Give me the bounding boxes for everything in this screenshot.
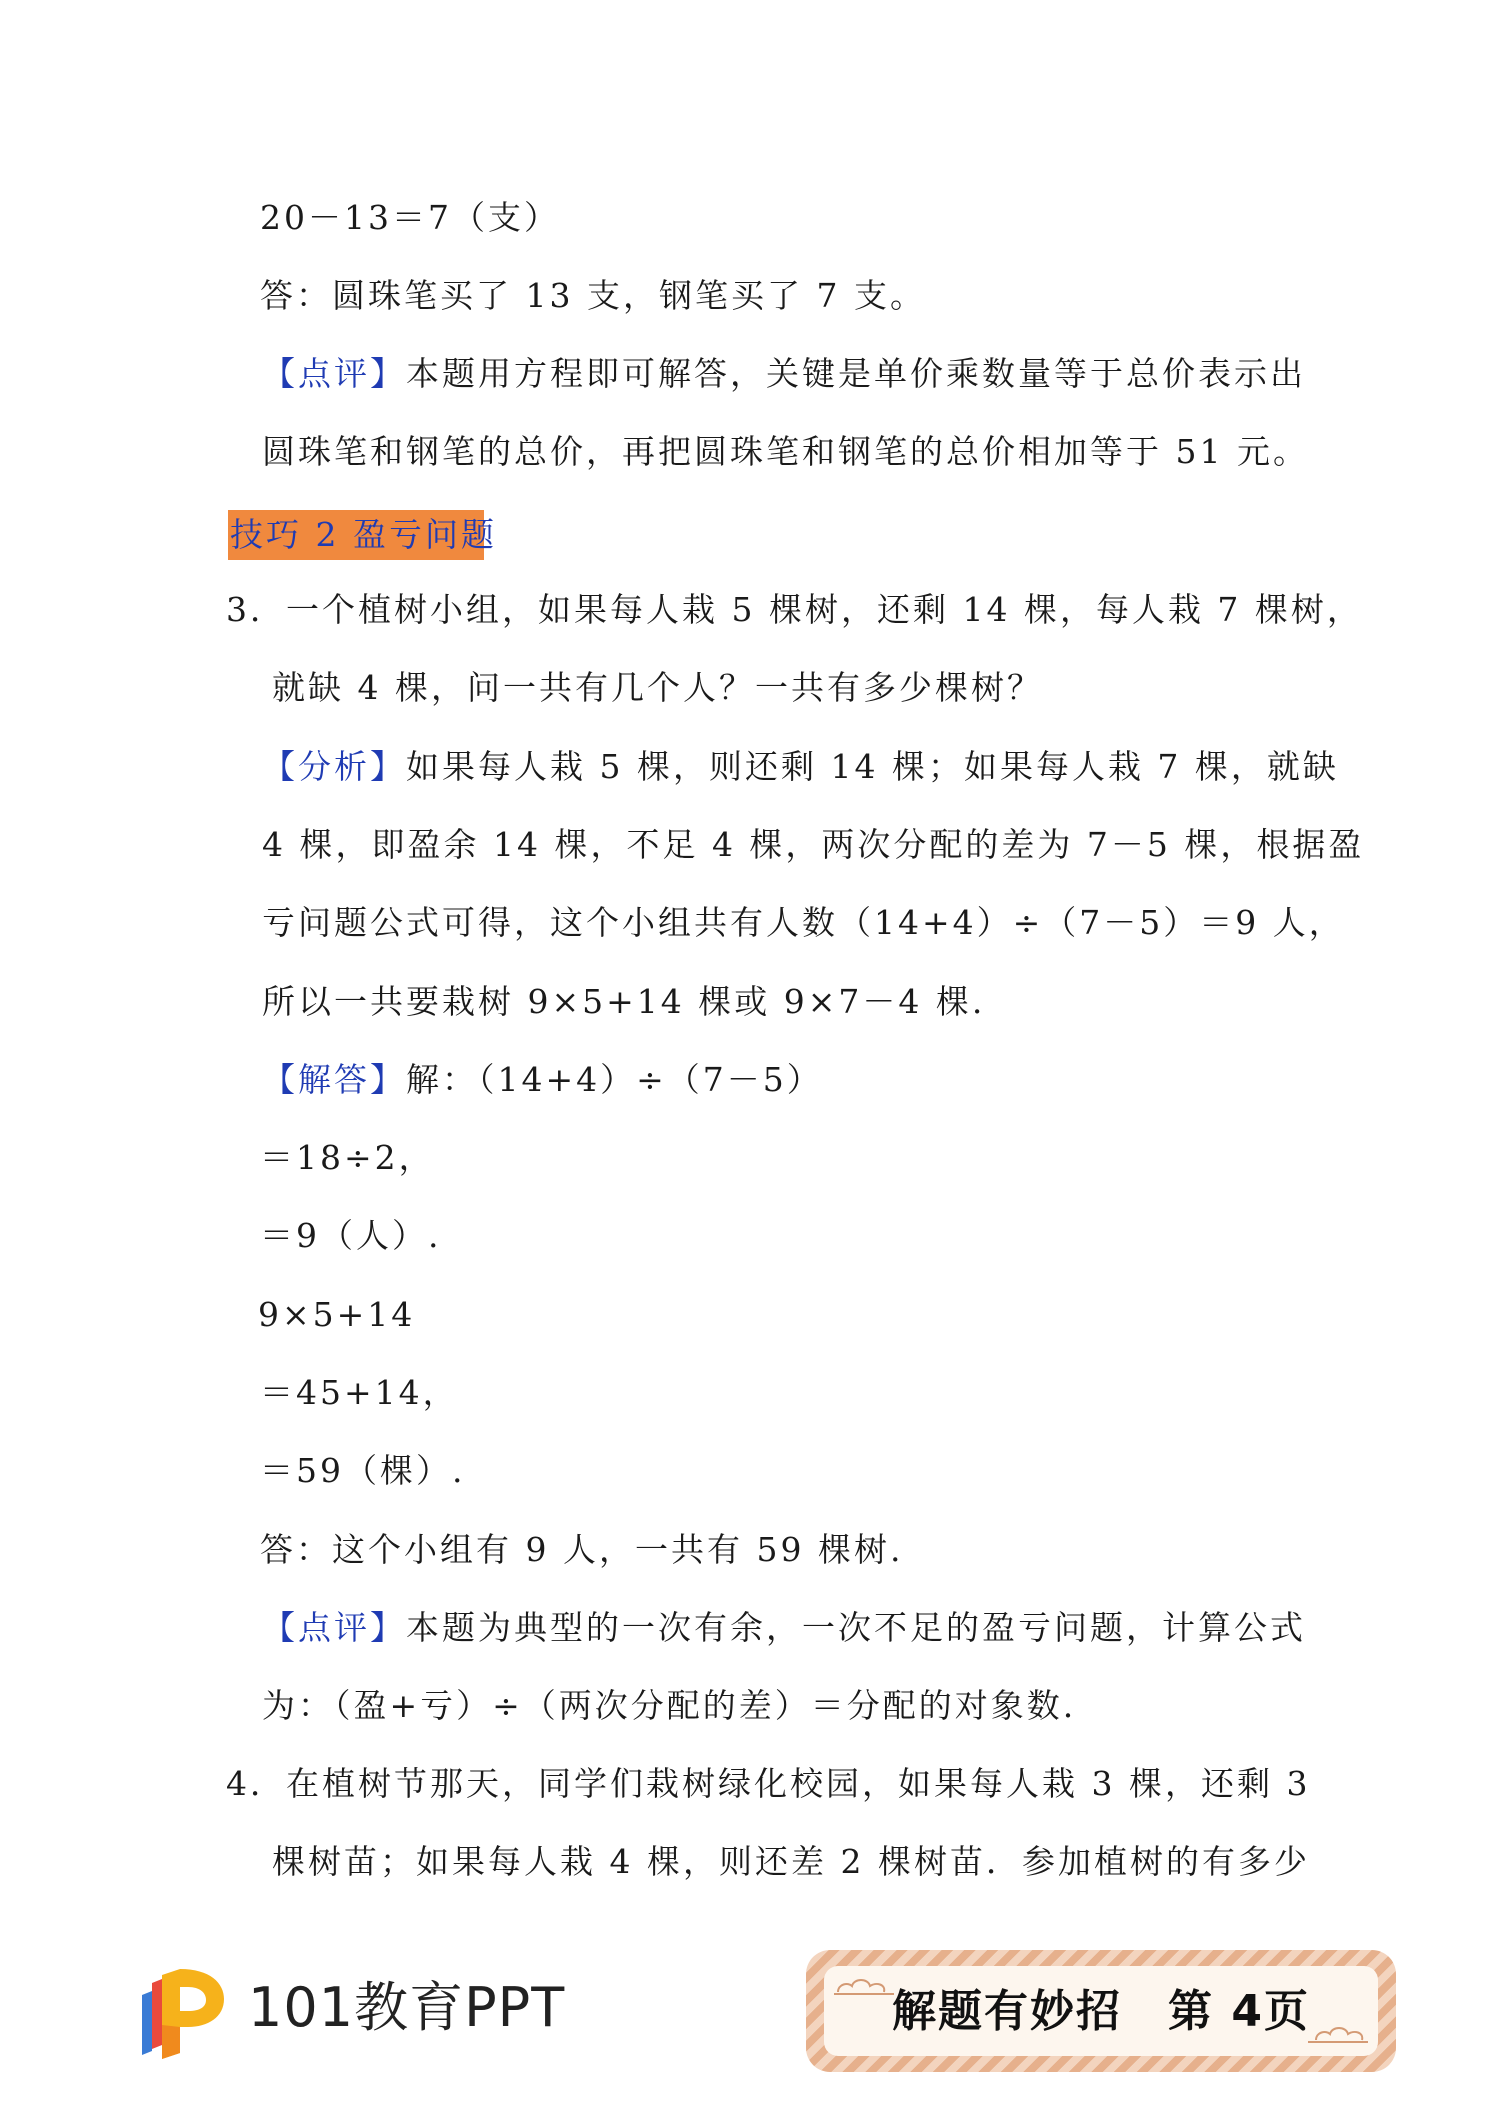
- analysis-tag: 【分析】: [262, 747, 406, 786]
- solution-step-3: 9×5+14: [258, 1295, 416, 1334]
- review-line: 【点评】本题为典型的一次有余，一次不足的盈亏问题，计算公式: [262, 1608, 1306, 1647]
- page-banner: [806, 1950, 1396, 2072]
- solution-step-2: ＝9（人）.: [260, 1216, 442, 1255]
- page-number-label: 解题有妙招 第 4页: [892, 1986, 1310, 2037]
- review-tag: 【点评】: [262, 1608, 406, 1647]
- solution-answer: 答：这个小组有 9 人，一共有 59 棵树.: [260, 1530, 904, 1569]
- question-4: 4．在植树节那天，同学们栽树绿化校园，如果每人栽 3 棵，还剩 3: [226, 1764, 1311, 1803]
- solution-step-1: ＝18÷2，: [260, 1138, 435, 1177]
- analysis-line-4: 所以一共要栽树 9×5+14 棵或 9×7－4 棵.: [262, 982, 986, 1021]
- 101-logo-icon: [140, 1965, 230, 2061]
- banner-inner: [824, 1966, 1378, 2056]
- answer-line: 答：圆珠笔买了 13 支，钢笔买了 7 支。: [260, 276, 926, 315]
- comment-tag: 【点评】: [262, 354, 406, 393]
- section-heading: 技巧 2 盈亏问题: [228, 510, 484, 560]
- review-line-2: 为：（盈+亏）÷（两次分配的差）＝分配的对象数.: [262, 1686, 1077, 1725]
- analysis-line-3: 亏问题公式可得，这个小组共有人数（14+4）÷（7－5）＝9 人，: [262, 903, 1345, 942]
- solution-tag: 【解答】: [262, 1060, 406, 1099]
- solution-step-5: ＝59（棵）.: [260, 1451, 466, 1490]
- question-3: 3．一个植树小组，如果每人栽 5 棵树，还剩 14 棵，每人栽 7 棵树，: [226, 590, 1363, 629]
- question-3-cont: 就缺 4 棵，问一共有几个人？一共有多少棵树？: [272, 668, 1043, 707]
- solution-step-4: ＝45+14，: [260, 1373, 459, 1412]
- question-4-cont: 棵树苗；如果每人栽 4 棵，则还差 2 棵树苗．参加植树的有多少: [272, 1842, 1310, 1881]
- analysis-line-2: 4 棵，即盈余 14 棵，不足 4 棵，两次分配的差为 7－5 棵，根据盈: [262, 825, 1365, 864]
- solution-line: 【解答】解：（14+4）÷（7－5）: [262, 1060, 823, 1099]
- calc-line: 20－13＝7（支）: [260, 198, 560, 237]
- analysis-line: 【分析】如果每人栽 5 棵，则还剩 14 棵；如果每人栽 7 棵，就缺: [262, 747, 1339, 786]
- comment-line: 【点评】本题用方程即可解答，关键是单价乘数量等于总价表示出: [262, 354, 1306, 393]
- comment-line-2: 圆珠笔和钢笔的总价，再把圆珠笔和钢笔的总价相加等于 51 元。: [262, 432, 1309, 471]
- brand-name: 101教育PPT: [248, 1976, 566, 2039]
